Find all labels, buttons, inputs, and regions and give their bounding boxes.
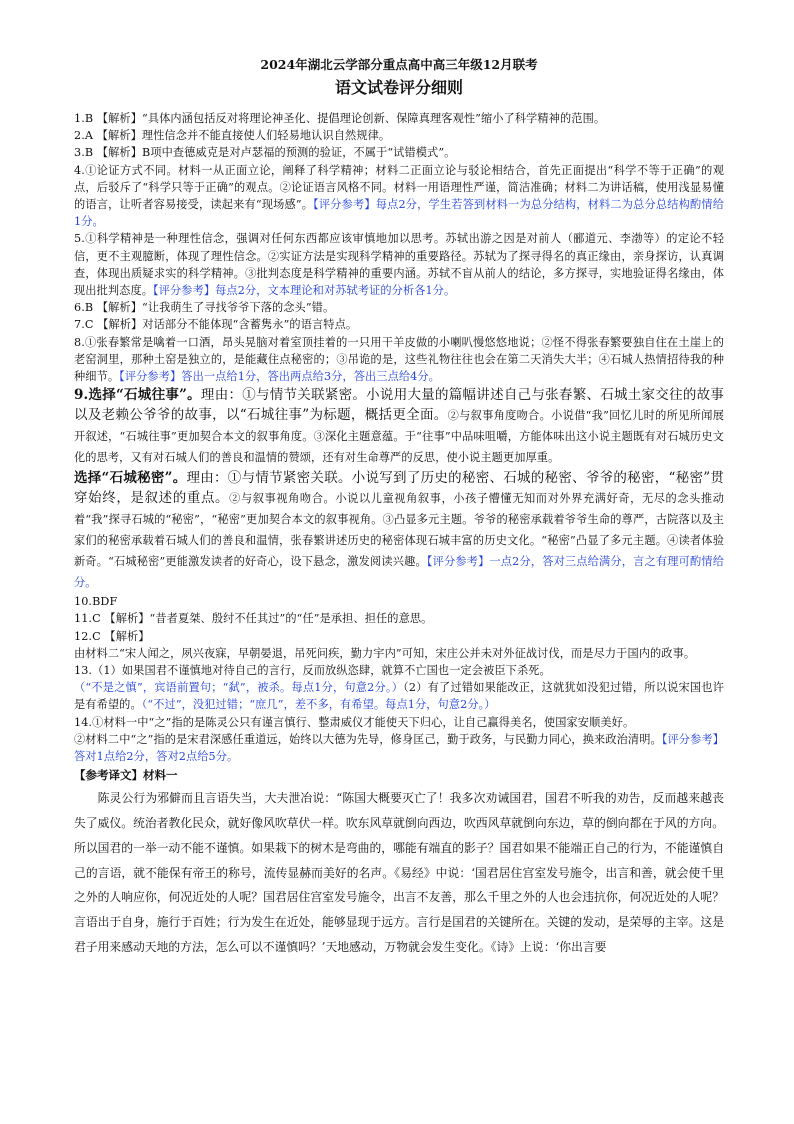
- answer-item-4: 5.①科学精神是一种理性信念，强调对任何东西都应该审慎地加以思考。苏轼出游之因是对前人（郦道元、李渤等）的定论不轻信，更不主观臆断，体现了理性信念。②实证方法是实现科学精神的重要路径。苏轼为了探寻得名的真正缘由，亲身探访，认真调查，体现出质疑求实的科学精神。③批判态度是科学精神的重要内涵。苏轼不盲从前人的结论，多方探寻，实地验证得名缘由，体现出批判态度。【评分参考】每点2分，文本理论和对苏轼考证的分析各1分。: [74, 232, 724, 298]
- answer-item-3: 4.①论证方式不同。材料一从正面立论，阐释了科学精神；材料二正面立论与驳论相结合，首先正面提出“科学不等于正确”的观点，后驳斥了“科学只等于正确”的观点。②论证语言风格不同。材料一用语理性严谨，简洁准确；材料二为讲话稿，使用浅显易懂的语言，让听者容易接受，读起来有“现场感”。【评分参考】每点2分，学生若答到材料一为总分结构，材料二为总分总结构酌情给1分。: [74, 163, 724, 229]
- scoring-note-9: 【评分参考】一点2分，答对三点给满分，言之有理可酌情给分。: [74, 555, 724, 590]
- exam-title: 2024年湖北云学部分重点高中高三年级12月联考: [260, 57, 538, 72]
- scoring-note: 【评分参考】每点2分，文本理论和对苏轼考证的分析各1分。: [153, 284, 456, 298]
- answer-item-0: 1.B 【解析】“具体内涵包括反对将理论神圣化、提倡理论创新、保障真理客观性”缩小了科学精神的范围。: [74, 112, 606, 125]
- answer-13: 13.（1）如果国君不谨慎地对待自己的言行，反而放纵恣肆，就算不亡国也一定会被臣下杀死。 （“不是之慎”，宾语前置句；“弑”，被杀。每点1分，句意2分。）（2）有了过错如果能改正，这就犹如没犯过错，所以说宋国也许是有希望的。（“不过”，没犯过错；“庶几”，差不多，有希望。每点1分，句意2分。）: [74, 664, 724, 712]
- answer-item-5: 6.B 【解析】“让我萌生了寻找爷爷下落的念头”错。: [74, 301, 335, 315]
- answer-item-6: 7.C 【解析】对话部分不能体现“含蓄隽永”的语言特点。: [74, 318, 358, 332]
- answer-item-b-3: 由材料二“宋人闻之，夙兴夜寐，早朝晏退，吊死问疾，勤力宇内”可知，宋庄公并未对外征战讨伐，而是尽力于国内的政事。: [74, 646, 696, 660]
- translation-text: 陈灵公行为邪僻而且言语失当，大夫泄冶说：“陈国大概要灭亡了！我多次劝诫国君，国君不听我的劝告，反而越来越丧失了威仪。统治者教化民众，就好像风吹草伏一样。吹东风草就倒向西边，吹西风草就倒向东边，草的倒向都在于风的方向。所以国君的一举一动不能不谨慎。如果栽下的树木是弯曲的，哪能有端直的影子？国君如果不能端正自己的行为，不能谨慎自己的言语，就不能保有帝王的称号，流传显赫而美好的名声。《易经》中说：‘国君居住宫室发号施令，出言和善，就会使千里之外的人响应你，何况近处的人呢？国君居住宫室发号施令，出言不友善，那么千里之外的人也会违抗你，何况近处的人呢？言语出于自身，施行于百姓；行为发生在近处，能够显现于远方。言行是国君的关键所在。关键的发动，是荣辱的主宰。这是君子用来感动天地的方法，怎么可以不谨慎吗？’天地感动，万物就会发生变化。《诗》上说：‘你出言要: [74, 791, 724, 955]
- document-title: 语文试卷评分细则: [334, 78, 463, 97]
- answer-9-option-1: 9.选择“石城往事”。理由：①与情节关联紧密。小说用大量的篇幅讲述自己与张春繁、石城土家交往的故事以及老赖公爷爷的故事，以“石城往事”为标题，概括更全面。②与叙事角度吻合。小说借“我”回忆儿时的所见所闻展开叙述，“石城往事”更加契合本文的叙事角度。③深化主题意蕴。于“往事”中品味咀嚼，方能体味出这小说主题既有对石城历史文化的思考，又有对石城人们的善良和温情的赞颂，还有对生命尊严的反思，使小说主题更加厚重。: [74, 387, 724, 465]
- answer-item-7: 8.①张春繁常是噙着一口酒，昂头晃脑对着室顶挂着的一只用干羊皮做的小喇叭慢悠悠地说；②怪不得张春繁要独自住在土崖上的老窑洞里，那种土窑是独立的，是能藏住点秘密的；③吊诡的是，这些礼物往往也会在第二天消失大半；④石城人热情招待我的种种细节。【评分参考】答出一点给1分，答出两点给3分，答出三点给4分。: [74, 335, 724, 384]
- scoring-note: 【评分参考】答出一点给1分，答出两点给3分，答出三点给4分。: [119, 370, 440, 384]
- answer-item-2: 3.B 【解析】B项中查德威克是对卢瑟福的预测的验证，不属于“试错模式”。: [74, 146, 456, 160]
- answer-item-b-0: 10.BDF: [74, 595, 118, 609]
- scoring-note: 【评分参考】每点2分，学生若答到材料一为总分结构，材料二为总分总结构酌情给1分。: [74, 198, 724, 229]
- answers-section: [74, 110, 724, 385]
- answer-document: [74, 56, 724, 960]
- translation-heading: 【参考译文】材料一: [74, 768, 178, 783]
- answers-section-2: [74, 593, 724, 662]
- scoring-note-14: 【评分参考】答对1点给2分，答对2点给5分。: [74, 732, 724, 764]
- answer-9-option-2: 选择“石城秘密”。理由：①与情节紧密关联。小说写到了历史的秘密、石城的秘密、爷爷的秘密，“秘密”贯穿始终，是叙述的重点。②与叙事视角吻合。小说以儿童视角叙事，小孩子懵懂无知而对外界充满好奇，无尽的念头推动着“我”探寻石城的“秘密”，“秘密”更加契合本文的叙事视角。③凸显多元主题。爷爷的秘密承载着爷爷生命的尊严，古院落以及主家们的秘密承载着石城人们的善良和温情，张春繁讲述历史的秘密体现石城丰富的历史文化。“秘密”凸显了多元主题。④读者体验新奇。“石城秘密”更能激发读者的好奇心，设下悬念，激发阅读兴趣。【评分参考】一点2分，答对三点给满分，言之有理可酌情给分。: [74, 470, 724, 590]
- answer-item-b-1: 11.C 【解析】“昔者夏桀、殷纣不任其过”的“任”是承担、担任的意思。: [74, 612, 433, 626]
- answer-14: 14.①材料一中“之”指的是陈灵公只有谨言慎行、整肃威仪才能使天下归心，让自己赢得美名，使国家安顺美好。 ②材料二中“之”指的是宋君深感任重道远，始终以大德为先导，修身匡己，勤于政务，与民勤力同心，换来政治清明。【评分参考】答对1点给2分，答对2点给5分。: [74, 715, 724, 764]
- answer-item-1: 2.A 【解析】理性信念并不能直接使人们轻易地认识自然规律。: [74, 129, 391, 143]
- answer-item-b-2: 12.C 【解析】: [74, 629, 150, 643]
